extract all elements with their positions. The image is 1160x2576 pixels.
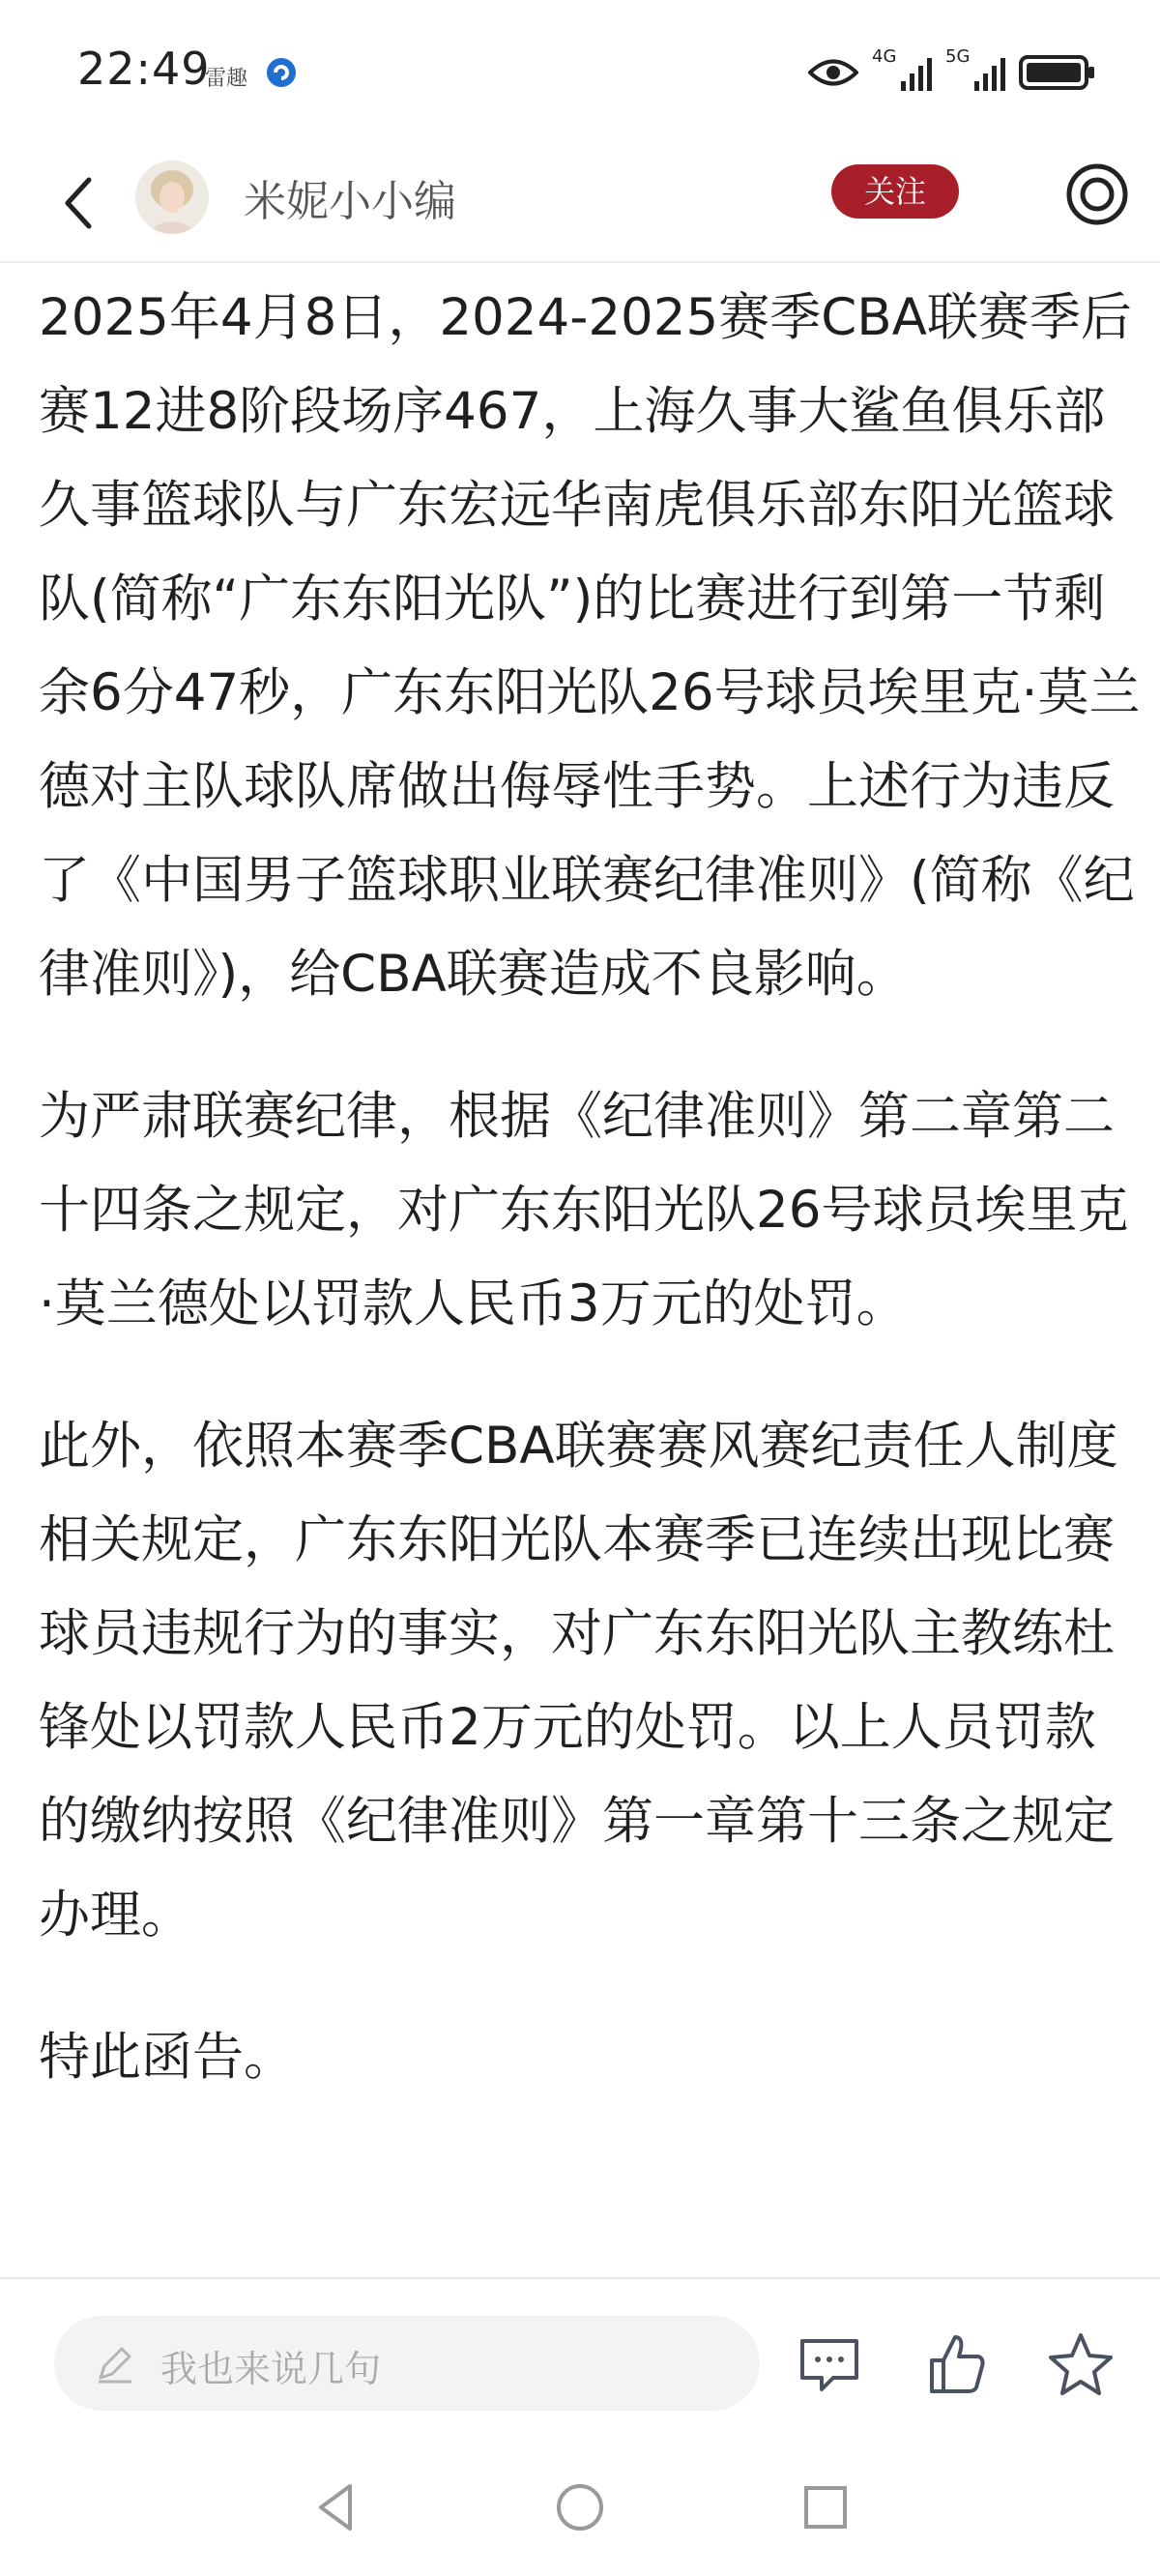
network-4g-label: 4G [872,46,897,67]
nav-home-icon[interactable] [551,2478,609,2536]
article-paragraph: 此外，依照本赛季CBA联赛赛风赛纪责任人制度相关规定，广东东阳光队本赛季已连续出现比赛球员违规行为的事实，对广东东阳光队主教练杜锋处以罚款人民币2万元的处罚。以上人员罚款的缴纳按照《纪律准则》第一章第十三条之规定办理。 [39,1417,1118,1945]
comment-icon[interactable] [795,2329,864,2399]
article-paragraph: 2025年4月8日，2024-2025赛季CBA联赛季后赛12进8阶段场序467，上海久事大鲨鱼俱乐部久事篮球队与广东宏远华南虎俱乐部东阳光篮球队(简称“广东东阳光队”)的比赛进行到第一节剩余6分47秒，广东东阳光队26号球员埃里克·莫兰德对主队球队席做出侮辱性手势。上述行为违反了《中国男子篮球职业联赛纪律准则》(简称《纪律准则》)，给CBA联赛造成不良影响。 [39,288,1141,1004]
battery-icon [1019,53,1096,92]
signal-5g-icon [945,46,1005,95]
article-paragraph: 特此函告。 [39,2028,295,2087]
signal-4g-icon [872,46,932,95]
nav-recents-icon[interactable] [797,2478,855,2536]
comment-bar [0,2277,1160,2444]
comment-placeholder: 我也来说几句 [160,2348,382,2390]
back-arrow-icon[interactable] [58,172,97,234]
author-avatar[interactable] [135,161,209,234]
pencil-icon [93,2341,137,2386]
article-header [0,145,1160,263]
status-carrier-label: 雷趣 [205,67,248,91]
author-name[interactable]: 米妮小小编 [244,177,456,226]
nav-back-icon[interactable] [307,2478,365,2536]
eye-icon [808,56,858,89]
comment-input[interactable] [54,2316,760,2411]
system-nav-bar [0,2442,1160,2576]
status-bar [0,0,1160,145]
network-5g-label: 5G [945,46,971,67]
record-icon[interactable] [1063,161,1131,228]
article-paragraph: 为严肃联赛纪律，根据《纪律准则》第二章第二十四条之规定，对广东东阳光队26号球员埃里克·莫兰德处以罚款人民币3万元的处罚。 [39,1087,1129,1333]
star-icon[interactable] [1046,2329,1116,2399]
thumbs-up-icon[interactable] [922,2329,992,2399]
status-indicators [808,48,1096,97]
follow-button[interactable]: 关注 [831,164,959,219]
avatar-portrait-icon [135,161,209,234]
app-notification-icon [265,56,298,89]
status-time: 22:49 [77,43,211,95]
article-body [39,271,1141,2104]
